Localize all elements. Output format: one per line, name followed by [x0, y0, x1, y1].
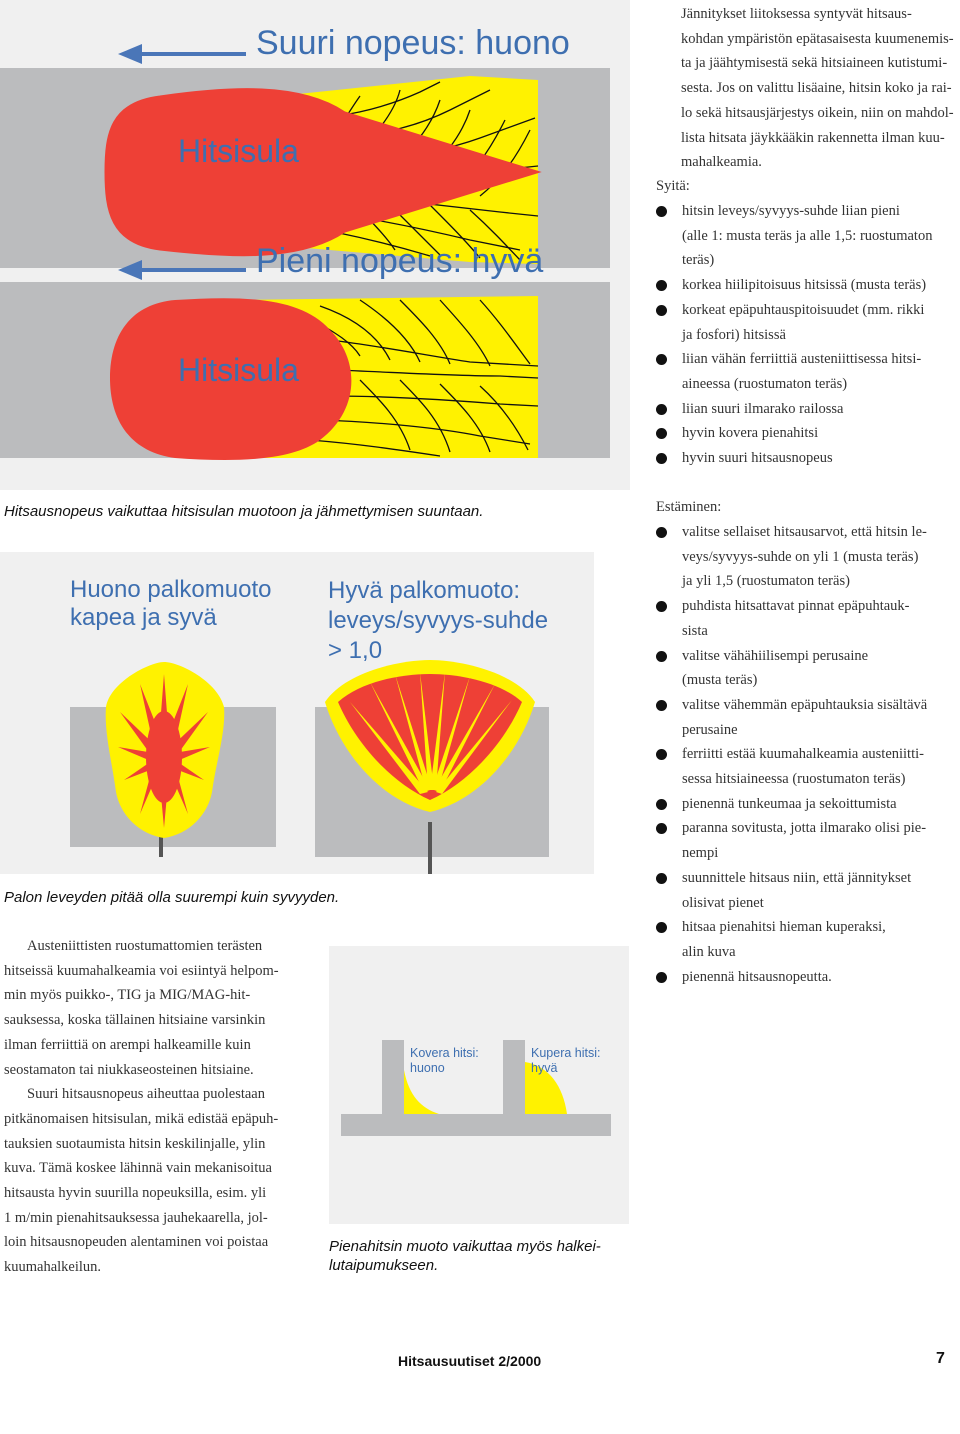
figure1-caption: Hitsausnopeus vaikuttaa hitsisulan muotoon ja jähmettymisen suuntaan.	[4, 503, 484, 520]
intro-line: Jännitykset liitoksessa syntyvät hitsaus-	[681, 6, 912, 22]
concave-fillet	[404, 1070, 439, 1114]
weld-speed-figure	[0, 0, 630, 490]
figure3-caption: Pienahitsin muoto vaikuttaa myös halkei- lutaipumukseen.	[329, 1238, 601, 1274]
page-number: 7	[936, 1350, 945, 1367]
list-item: korkeat epäpuhtauspitoisuudet (mm. rikki ja fosfori) hitsissä	[656, 298, 960, 347]
title-slow-speed: Pieni nopeus: hyvä	[256, 242, 544, 280]
title-fast-speed: Suuri nopeus: huono	[256, 24, 570, 62]
list-item: hitsin leveys/syvyys-suhde liian pieni (alle 1: musta teräs ja alle 1,5: ruostumaton teräs)	[656, 199, 960, 273]
list-item: hyvin kovera pienahitsi	[656, 421, 960, 446]
bad-bead-label: Huono palkomuoto kapea ja syvä	[70, 576, 272, 631]
prevention-heading: Estäminen:	[656, 499, 722, 515]
body-text-left: Austeniittisten ruostumattomien terästen hitseissä kuumahalkeamia voi esiintyä helpom- min myös puikko-, TIG ja MIG/MAG-hit- sauksessa, koska tällainen hitsiaine varsinkin ilman ferriittiä on arempi halkeamille kuin seostamaton tai niukkaseosteinen hitsiaine. Suuri hitsausnopeus aiheuttaa puolestaan pitkänomaisen hitsisulan, mikä edistää epäpuh- tauksien suotaumista hitsin keskilinjalle, ylin kuva. Tämä koskee lähinnä vain mekanisoitua hitsausta hyvin suurilla nopeuksilla, esim. yli 1 m/min pienahitsauksessa jauhekaarella, jol- loin hitsausnopeuden alentaminen voi poistaa kuumahalkeilun.	[4, 938, 279, 1276]
list-item: ferriitti estää kuumahalkeamia austeniitti- sessa hitsiaineessa (ruostumaton teräs)	[656, 742, 960, 791]
list-item: hyvin suuri hitsausnopeus	[656, 446, 960, 471]
list-item: liian vähän ferriittiä austeniittisessa hitsi- aineessa (ruostumaton teräs)	[656, 347, 960, 396]
pool-label-fast: Hitsisula	[178, 133, 299, 169]
fillet-weld-diagram	[329, 946, 629, 1224]
figure2-caption: Palon leveyden pitää olla suurempi kuin syvyyden.	[4, 889, 340, 906]
fillet-weld-figure	[329, 946, 629, 1224]
list-item: korkea hiilipitoisuus hitsissä (musta teräs)	[656, 273, 960, 298]
intro-line: mahalkeamia.	[681, 154, 762, 171]
concave-label: Kovera hitsi: huono	[410, 1046, 479, 1075]
stress-intro-text	[681, 2, 959, 175]
intro-line: ta ja jäähtymisestä sekä hitsiaineen kutistumi-	[681, 55, 948, 72]
prevention-list	[656, 520, 960, 989]
good-bead-label: Hyvä palkomuoto: leveys/syvyys-suhde > 1,0	[328, 577, 549, 664]
list-item: paranna sovitusta, jotta ilmarako olisi pie- nempi	[656, 816, 960, 865]
list-item: pienennä tunkeumaa ja sekoittumista	[656, 792, 960, 817]
causes-list	[656, 199, 960, 471]
list-item: hitsaa pienahitsi hieman kuperaksi, alin kuva	[656, 915, 960, 964]
intro-line: lo sekä hitsausjärjestys oikein, niin on mahdol-	[681, 104, 954, 121]
pool-label-slow: Hitsisula	[178, 352, 299, 388]
convex-label: Kupera hitsi: hyvä	[531, 1046, 601, 1075]
list-item: valitse vähähiilisempi perusaine (musta teräs)	[656, 644, 960, 693]
list-item: puhdista hitsattavat pinnat epäpuhtauk- sista	[656, 594, 960, 643]
causes-heading: Syitä:	[656, 178, 690, 194]
intro-line: lista hitsata jäykkääkin rakennetta ilman kuu-	[681, 129, 945, 146]
list-item: valitse sellaiset hitsausarvot, että hitsin le- veys/syvyys-suhde on yli 1 (musta teräs) ja yli 1,5 (ruostumaton teräs)	[656, 520, 960, 594]
bead-shape-figure	[0, 552, 594, 874]
publication-footer: Hitsausuutiset 2/2000	[398, 1353, 542, 1369]
list-item: liian suuri ilmarako railossa	[656, 397, 960, 422]
intro-line: sesta. Jos on valittu lisäaine, hitsin koko ja rai-	[681, 80, 952, 97]
list-item: suunnittele hitsaus niin, että jännitykset olisivat pienet	[656, 866, 960, 915]
list-item: pienennä hitsausnopeutta.	[656, 965, 960, 990]
list-item: valitse vähemmän epäpuhtauksia sisältävä perusaine	[656, 693, 960, 742]
arrow-left-icon	[118, 44, 246, 64]
intro-line: kohdan ympäristön epätasaisesta kuumenemis-	[681, 30, 954, 47]
